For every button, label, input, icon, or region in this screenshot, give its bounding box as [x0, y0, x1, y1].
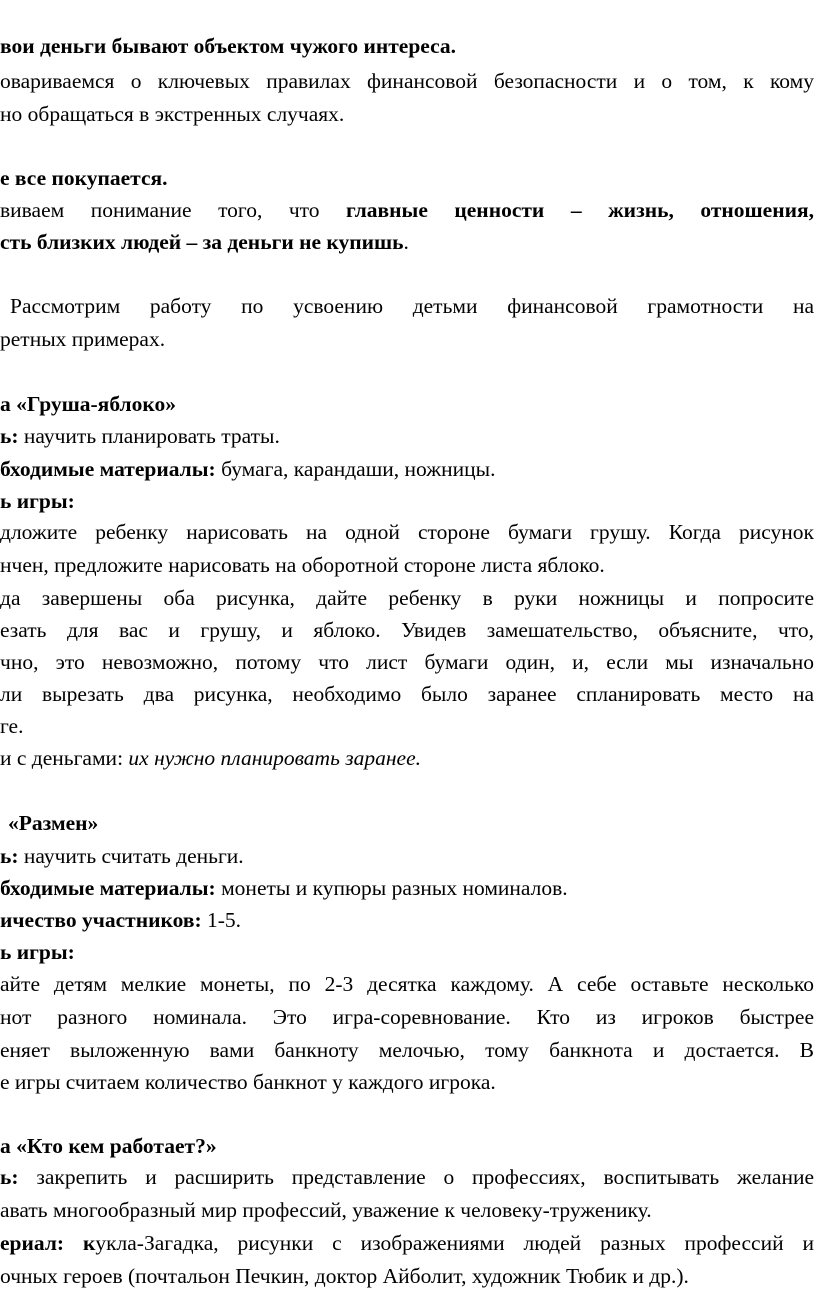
paragraph-line: авать многообразный мир профессий, уважение к человеку-труженику. [0, 1198, 652, 1222]
paragraph-line: ли вырезать два рисунка, необходимо было заранее спланировать место на [0, 682, 814, 706]
paragraph-line: е игры считаем количество банкнот у каждого игрока. [0, 1070, 496, 1094]
paragraph-line: еняет выложенную вами банкноту мелочью, тому банкнота и достается. В [0, 1038, 814, 1062]
paragraph-line: нот разного номинала. Это игра-соревнование. Кто из игроков быстрее [0, 1005, 814, 1029]
game-participants: ичество участников: 1-5. [0, 908, 242, 932]
paragraph-line: дложите ребенку нарисовать на одной стороне бумаги грушу. Когда рисунок [0, 520, 814, 544]
paragraph-line: чно, это невозможно, потому что лист бумаги один, и, если мы изначально [0, 650, 814, 674]
game-goal: ь: закрепить и расширить представление о профессиях, воспитывать желание [0, 1165, 815, 1189]
game-course-label: ь игры: [0, 940, 75, 964]
paragraph-line: но обращаться в экстренных случаях. [0, 102, 345, 126]
game-course-label: ь игры: [0, 489, 75, 513]
paragraph-line: сть близких людей – за деньги не купишь. [0, 230, 409, 254]
game-material: ериал: кукла-Загадка, рисунки с изображениями людей разных профессий и [0, 1231, 814, 1255]
intro-line: Рассмотрим работу по усвоению детьми финансовой грамотности на [10, 294, 814, 318]
game-title-who-works: а «Кто кем работает?» [0, 1134, 217, 1158]
section-title-money-interest: вои деньги бывают объектом чужого интереса. [0, 34, 457, 58]
game-materials: бходимые материалы: монеты и купюры разных номиналов. [0, 876, 568, 900]
paragraph-line: езать для вас и грушу, и яблоко. Увидев замешательство, объясните, что, [0, 618, 814, 642]
paragraph-line: айте детям мелкие монеты, по 2-3 десятка каждому. А себе оставьте несколько [0, 972, 814, 996]
paragraph-line: виваем понимание того, что главные ценности – жизнь, отношения, [0, 198, 814, 222]
game-goal: ь: научить считать деньги. [0, 844, 244, 868]
paragraph-line: ге. [0, 714, 24, 738]
paragraph-line: да завершены оба рисунка, дайте ребенку в руки ножницы и попросите [0, 586, 814, 610]
paragraph-line: нчен, предложите нарисовать на оборотной стороне листа яблоко. [0, 553, 605, 577]
paragraph-line: овариваемся о ключевых правилах финансовой безопасности и о том, к кому [0, 69, 814, 93]
section-title-not-everything-bought: е все покупается. [0, 166, 168, 190]
intro-line: ретных примерах. [0, 327, 166, 351]
game-materials: бходимые материалы: бумага, карандаши, ножницы. [0, 457, 496, 481]
game-goal: ь: научить планировать траты. [0, 424, 280, 448]
paragraph-line: очных героев (почтальон Печкин, доктор Айболит, художник Тюбик и др.). [0, 1264, 689, 1288]
game-conclusion: и с деньгами: их нужно планировать заранее. [0, 746, 421, 770]
game-title-exchange: «Размен» [8, 811, 99, 835]
game-title-pear-apple: а «Груша-яблоко» [0, 392, 176, 416]
